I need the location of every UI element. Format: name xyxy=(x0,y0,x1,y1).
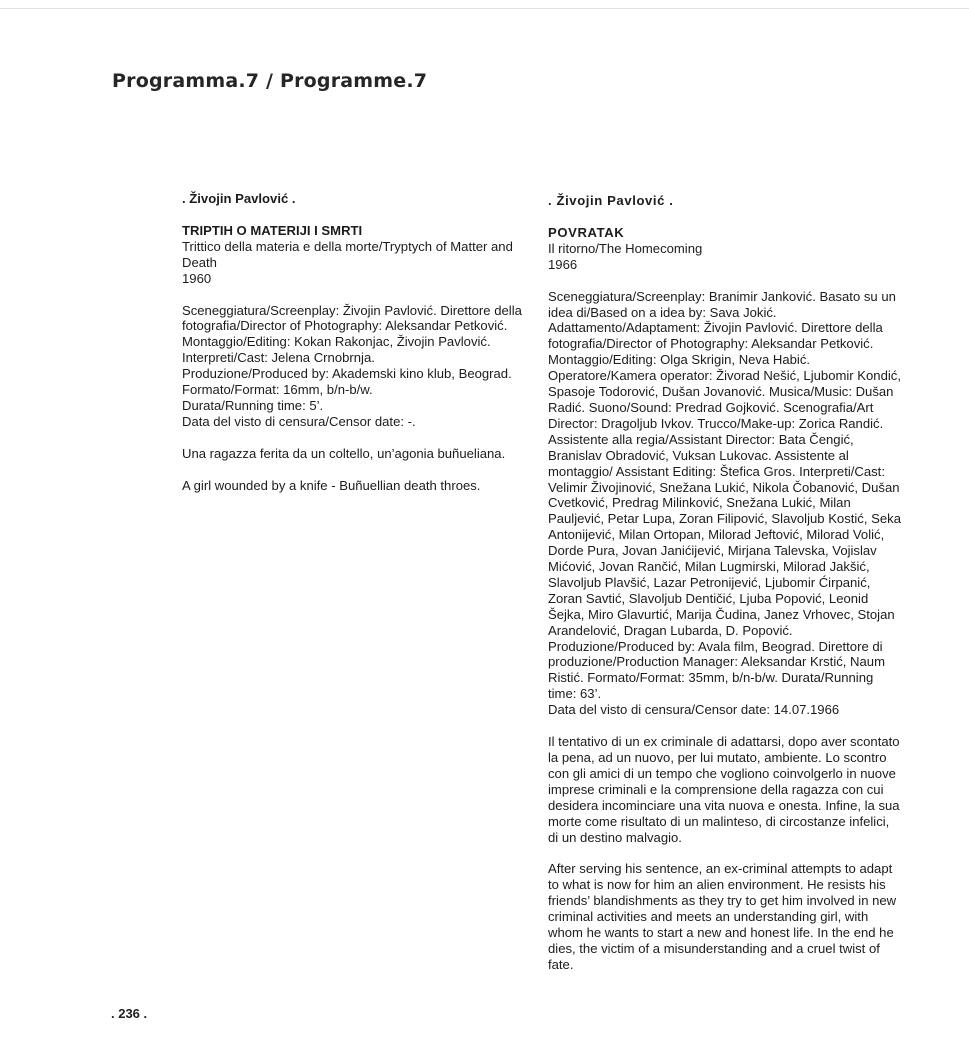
film-title: POVRATAK xyxy=(548,224,625,240)
censor-date: Data del visto di censura/Censor date: 14.07.1966 xyxy=(548,702,840,718)
page-number: . 236 . xyxy=(111,1006,148,1021)
director-name: . Živojin Pavlović . xyxy=(182,191,296,206)
film-credits xyxy=(182,303,537,430)
film-entry-right xyxy=(548,191,903,989)
film-credits: Sceneggiatura/Screenplay: Branimir Janković. Basato su un idea di/Based on a idea by: Sava Jokić. Adattamento/Adaptament: Živojin Pavlović. Direttore della fotografia/Director of Photography: Aleksandar Petković. Montaggio/Editing: Olga Skrigin, Neva Habić. Operatore/Kamera operator: Živorad Nešić, Ljubomir Kondić, Spasoje Todorović, Dušan Jovanović. Musica/Music: Dušan Radić. Suono/Sound: Predrad Gojković. Scenografia/Art Director: Dragoljub Ivkov. Trucco/Make-up: Zorica Randić. Assistente alla regia/Assistant Director: Bata Čengić, Branislav Obradović, Vuksan Lukovac. Assistente al montaggio/ Assistant Editing: Štefica Gros. Interpreti/Cast: Velimir Živojinović, Snežana Lukić, Nikola Čobanović, Dušan Cvetković, Predrag Milinković, Snežana Lukić, Milan Pauljević, Petar Lupa, Zoran Filipović, Slavoljub Kostić, Seka Antonijević, Milan Ortopan, Milorad Jeftović, Milorad Volić, Dorde Pura, Jovan Janićijević, Mirjana Talevska, Vojislav Mićović, Jovan Rančić, Milan Lugmirski, Milorad Jakšić, Slavoljub Plavšić, Lazar Petronijević, Ljubomir Ćirpanić, Zoran Savtić, Slavoljub Dentičić, Ljuba Popović, Leonid Šejka, Miro Glavurtić, Marija Čudina, Janez Vrhovec, Stojan Arandelović, Dragan Lubarda, D. Popović. Produzione/Produced by: Avala film, Beograd. Direttore di produzione/Production Manager: Aleksandar Krstić, Naum Ristić. Formato/Format: 35mm, b/n-b/w. Durata/Running time: 63’. xyxy=(548,288,901,702)
credits-line: Data del visto di censura/Censor date: -. xyxy=(182,413,416,429)
credits-line: Durata/Running time: 5’. xyxy=(182,397,324,413)
synopsis-english: After serving his sentence, an ex-criminal attempts to adapt to what is now for him an alien environment. He resists his friends’ blandishments as they try to get him involved in new criminal activities and meets an understanding girl, with whom he wants to start a new and honest life. In the end he dies, the victim of a misunderstanding and a cruel twist of fate. xyxy=(548,861,897,972)
director-name: . Živojin Pavlović . xyxy=(548,193,674,208)
top-rule xyxy=(0,8,969,9)
film-year: 1960 xyxy=(182,270,212,286)
film-entry-left xyxy=(182,191,537,510)
credits-line: Sceneggiatura/Screenplay: Živojin Pavlović. Direttore della fotografia/Director of Photography: Aleksandar Petković. Montaggio/Editing: Kokan Rakonjac, Živojin Pavlović. Interpreti/Cast: Jelena Crnobrnja. xyxy=(182,302,522,366)
synopsis-italian: Una ragazza ferita da un coltello, un’agonia buñueliana. xyxy=(182,445,506,461)
credits-line: Produzione/Produced by: Akademski kino klub, Beograd. xyxy=(182,366,512,382)
film-title: TRIPTIH O MATERIJI I SMRTI xyxy=(182,222,363,238)
credits-line: Formato/Format: 16mm, b/n-b/w. xyxy=(182,382,373,398)
page-heading: Programma.7 / Programme.7 xyxy=(112,70,428,92)
film-subtitle: Il ritorno/The Homecoming xyxy=(548,240,703,256)
film-subtitle: Trittico della materia e della morte/Tryptych of Matter and Death xyxy=(182,238,513,270)
synopsis-italian: Il tentativo di un ex criminale di adattarsi, dopo aver scontato la pena, ad un nuovo, per lui mutato, ambiente. Lo scontro con gli amici di un tempo che vogliono coinvolgerlo in nuove imprese criminali e la comprensione della ragazza con cui desidera incominciare una vita nuova e onesta. Infine, la sua morte come risultato di un malinteso, di circostanze infelici, di un destino malvagio. xyxy=(548,734,900,845)
synopsis-english: A girl wounded by a knife - Buñuellian death throes. xyxy=(182,477,481,493)
film-year: 1966 xyxy=(548,256,578,272)
